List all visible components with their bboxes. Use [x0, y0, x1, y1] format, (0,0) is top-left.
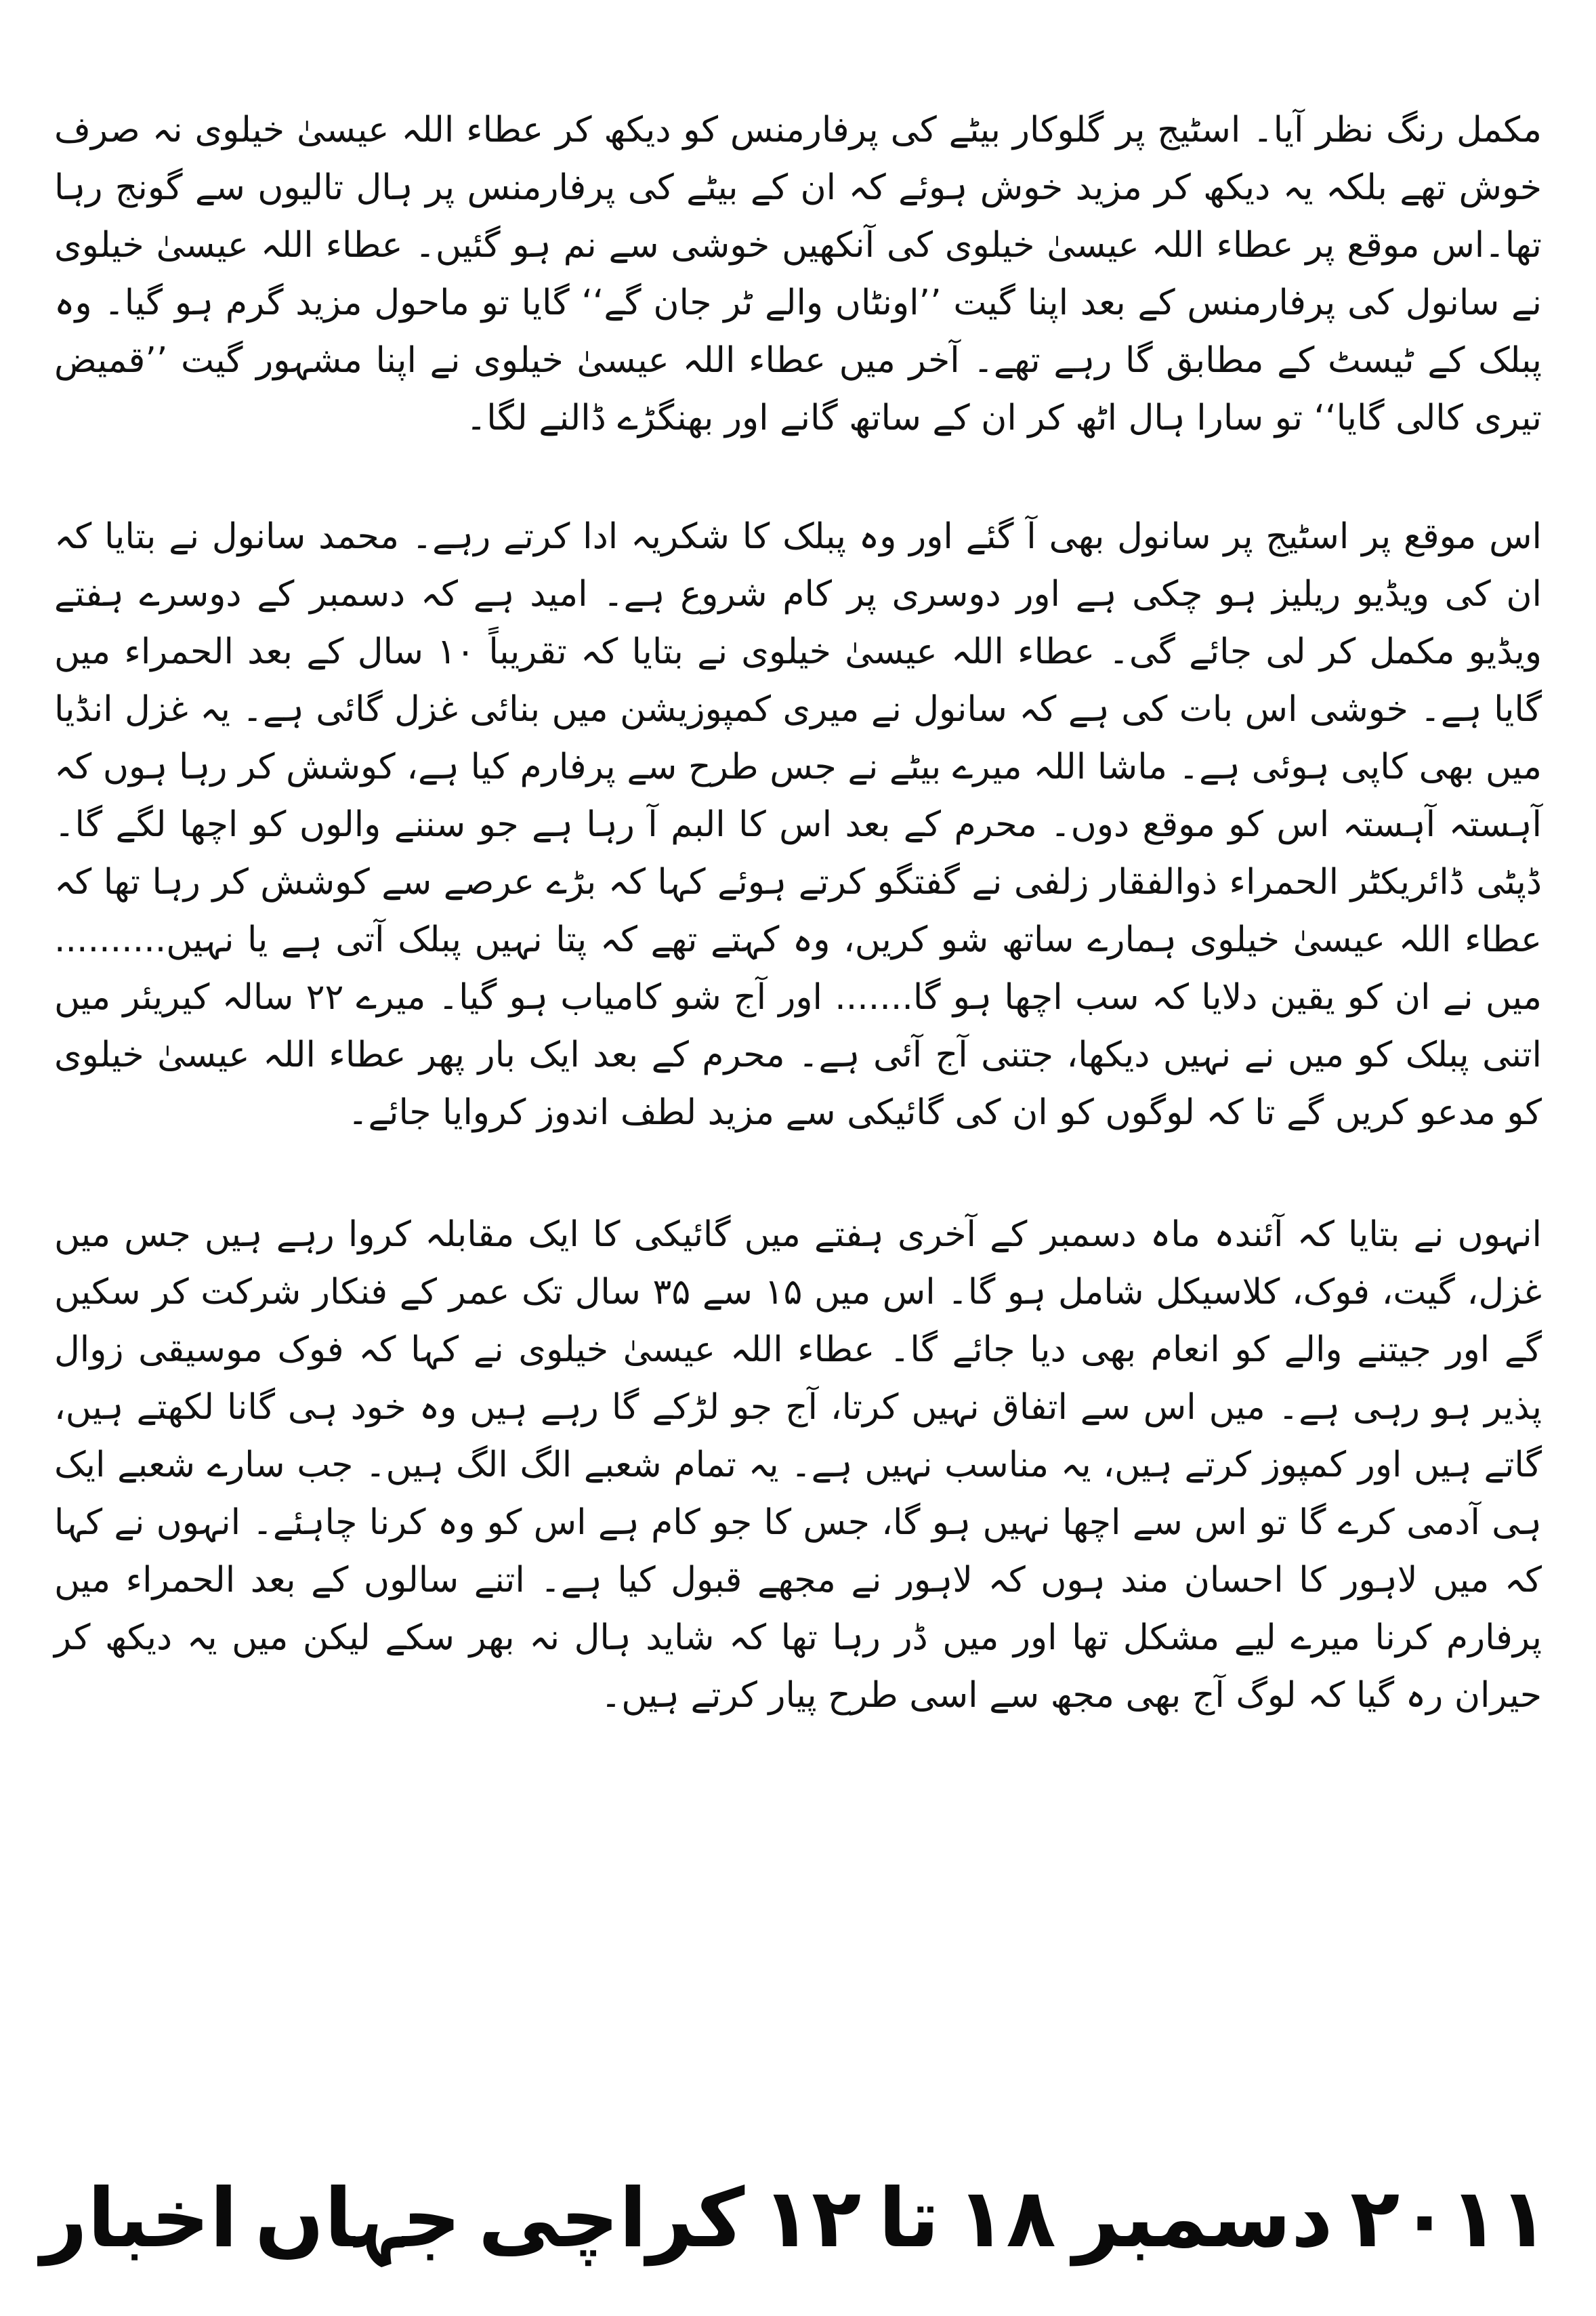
handwritten-source-caption — [41, 2168, 1549, 2270]
paragraph-2: اس موقع پر اسٹیج پر سانول بھی آ گئے اور وہ پبلک کا شکریہ ادا کرتے رہے۔ محمد سانول نے بتایا کہ ان کی ویڈیو ریلیز ہو چکی ہے اور دوسری پر کام شروع ہے۔ امید ہے کہ دسمبر کے دوسرے ہفتے ویڈیو مکمل کر لی جائے گی۔ عطاء اللہ عیسیٰ خیلوی نے بتایا کہ تقریباً ۱۰ سال کے بعد الحمراء میں گایا ہے۔ خوشی اس بات کی ہے کہ سانول نے میری کمپوزیشن میں بنائی غزل گائی ہے۔ یہ غزل انڈیا میں بھی کاپی ہوئی ہے۔ ماشا اللہ میرے بیٹے نے جس طرح سے پرفارم کیا ہے، کوشش کر رہا ہوں کہ آہستہ آہستہ اس کو موقع دوں۔ محرم کے بعد اس کا البم آ رہا ہے جو سننے والوں کو اچھا لگے گا۔ ڈپٹی ڈائریکٹر الحمراء ذوالفقار زلفی نے گفتگو کرتے ہوئے کہا کہ بڑے عرصے سے کوشش کر رہا تھا کہ عطاء اللہ عیسیٰ خیلوی ہمارے ساتھ شو کریں، وہ کہتے تھے کہ پتا نہیں پبلک آتی ہے یا نہیں.......... میں نے ان کو یقین دلایا کہ سب اچھا ہو گا....... اور آج شو کامیاب ہو گیا۔ میرے ۲۲ سالہ کیریئر میں اتنی پبلک کو میں نے نہیں دیکھا، جتنی آج آئی ہے۔ محرم کے بعد ایک بار پھر عطاء اللہ عیسیٰ خیلوی کو مدعو کریں گے تا کہ لوگوں کو ان کی گائیکی سے مزید لطف اندوز کروایا جائے۔ — [54, 516, 1542, 1133]
caption-year: ۲۰۱۱ — [1350, 2172, 1549, 2266]
caption-word-akhbar: اخبار — [41, 2172, 238, 2266]
caption-date-end: ۱۸ — [957, 2172, 1056, 2266]
caption-month: دسمبر — [1072, 2172, 1333, 2266]
caption-date-start: ۱۲ — [761, 2172, 862, 2266]
caption-word-ta: تا — [878, 2172, 940, 2266]
caption-word-karachi: کراچی — [478, 2172, 745, 2266]
paragraph-1: مکمل رنگ نظر آیا۔ اسٹیج پر گلوکار بیٹے کی پرفارمنس کو دیکھ کر عطاء اللہ عیسیٰ خیلوی نہ صرف خوش تھے بلکہ یہ دیکھ کر مزید خوش ہوئے کہ ان کے بیٹے کی پرفارمنس پر ہال تالیوں سے گونج رہا تھا۔اس موقع پر عطاء اللہ عیسیٰ خیلوی کی آنکھیں خوشی سے نم ہو گئیں۔ عطاء اللہ عیسیٰ خیلوی نے سانول کی پرفارمنس کے بعد اپنا گیت ’’اونٹاں والے ٹر جان گے‘‘ گایا تو ماحول مزید گرم ہو گیا۔ وہ پبلک کے ٹیسٹ کے مطابق گا رہے تھے۔ آخر میں عطاء اللہ عیسیٰ خیلوی نے اپنا مشہور گیت ’’قمیض تیری کالی گایا‘‘ تو سارا ہال اٹھ کر ان کے ساتھ گانے اور بھنگڑے ڈالنے لگا۔ — [54, 110, 1542, 438]
paragraph-3: انہوں نے بتایا کہ آئندہ ماہ دسمبر کے آخری ہفتے میں گائیکی کا ایک مقابلہ کروا رہے ہیں جس میں غزل، گیت، فوک، کلاسیکل شامل ہو گا۔ اس میں ۱۵ سے ۳۵ سال تک عمر کے فنکار شرکت کر سکیں گے اور جیتنے والے کو انعام بھی دیا جائے گا۔ عطاء اللہ عیسیٰ خیلوی نے کہا کہ فوک موسیقی زوال پذیر ہو رہی ہے۔ میں اس سے اتفاق نہیں کرتا، آج جو لڑکے گا رہے ہیں وہ خود ہی گانا لکھتے ہیں، گاتے ہیں اور کمپوز کرتے ہیں، یہ مناسب نہیں ہے۔ یہ تمام شعبے الگ الگ ہیں۔ جب سارے شعبے ایک ہی آدمی کرے گا تو اس سے اچھا نہیں ہو گا، جس کا جو کام ہے اس کو وہ کرنا چاہئے۔ انہوں نے کہا کہ میں لاہور کا احسان مند ہوں کہ لاہور نے مجھے قبول کیا ہے۔ اتنے سالوں کے بعد الحمراء میں پرفارم کرنا میرے لیے مشکل تھا اور میں ڈر رہا تھا کہ شاید ہال نہ بھر سکے لیکن میں یہ دیکھ کر حیران رہ گیا کہ لوگ آج بھی مجھ سے اسی طرح پیار کرتے ہیں۔ — [54, 1214, 1542, 1716]
caption-word-jahan: جہاں — [255, 2172, 461, 2266]
article-body — [54, 102, 1542, 1724]
